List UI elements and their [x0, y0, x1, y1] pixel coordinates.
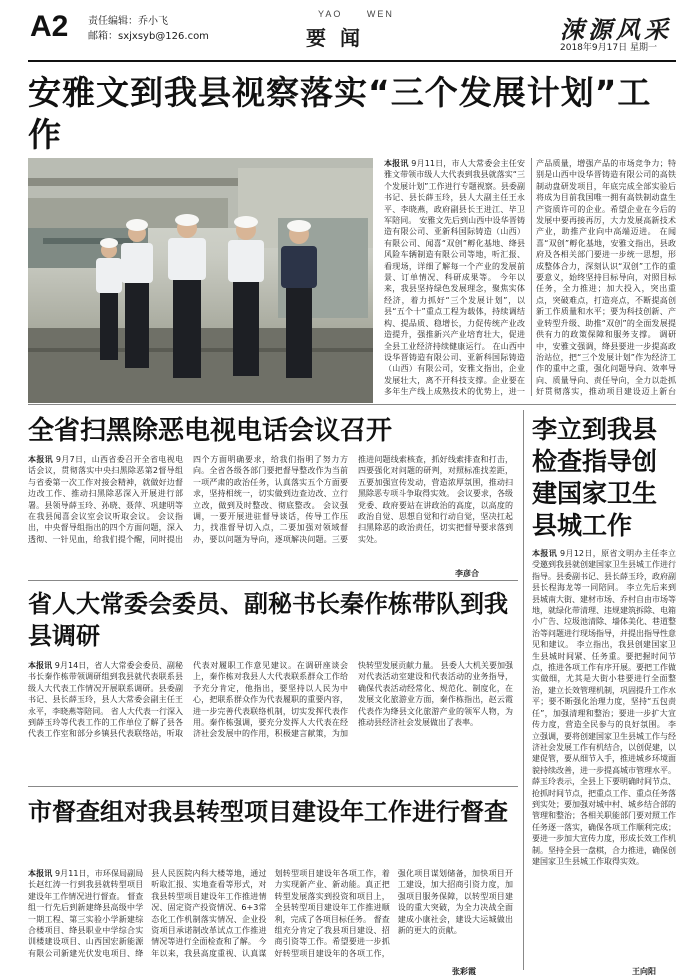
section-rule-2: [28, 580, 518, 581]
section-pinyin-2: WEN: [366, 9, 394, 19]
editor-info: [88, 14, 209, 44]
editor-name: 责任编辑：乔小飞: [88, 16, 168, 27]
article3-text: 9月14日，省人大常委会委员、副秘书长秦作栋带领调研组到我县就代表联系县级人大代表工作情况开展联系调研。县委副书记、县长薛玉玲，县人大常委会副主任王永平，李晓燕等陪同。 省人大代表一行深入到薛玉玲等代表工作的工作单位了解了县各代表工作室和部分乡镇县代表联络站，听取代表对履职工作意见建议。在调研座谈会上，秦作栋对我县人大代表联系群众工作给予充分肯定，他指出，要坚持以人民为中心，把联系群众作为代表履职的重要内容，进一步完善代表联络机制，切实发挥代表作用。秦作栋强调，要充分发挥人大代表在经济社会发展中的作用，积极建言献策，为加快转型发展贡献力量。 县委人大机关要加强对代表活动室建设和代表活动的业务指导，确保代表活动经常化、规范化、制度化，在发展文化旅游业方面，秦作栋指出，赵云霞代表作为绛县文化旅游产业的领军人物，为推动县经济社会发展做出了表率。: [28, 661, 513, 739]
article3-byline: 本报讯: [28, 661, 53, 670]
article4-body: [28, 868, 513, 968]
section-pinyin: [308, 9, 404, 19]
factory-visit-illustration: [28, 158, 373, 403]
article5-author: 王向阳: [632, 967, 656, 976]
article2-headline: 全省扫黑除恶电视电话会议召开: [28, 416, 393, 446]
article5-byline: 本报讯: [532, 549, 558, 558]
header-rule: [28, 60, 676, 62]
article4-byline: 本报讯: [28, 869, 53, 878]
right-column-divider: [523, 410, 524, 970]
article1-body-col2: [536, 158, 676, 396]
article1-body-continued: 产品质量，增强产品的市场竞争力；特别是山西中设华晋铸造有限公司的高铁制动盘研发项目，年底完成全部实验后将成为目前我国唯一拥有高铁制动盘生产资质许可的企业。希望企业在今后的发展中要再接再厉，大力发展高新技术产业，助推产业向中高端迈进。 在闻喜“双创”孵化基地，安雅文指出，县政府及各相关部门要进一步统一思想，形成整体合力，深刻认识“双创”工作的重要意义，始终坚持目标导向，对照目标任务，全力推进；加大投入，突出重点，突破难点，打造亮点，不断提高创新工作质量和水平；要为科技创新、产业转型升级、助推“双创”的全面发展提供有力的政策保障和服务支撑。 调研中，安雅文强调，绛县要进一步提高政治站位，把“三个发展计划”作为经济工作的重中之重，强化问题导向、效率导向、质量导向、责任导向，全力以赴抓好贯彻落实，推动项目建设迈上新台: [536, 159, 676, 396]
issue-date: 2018年9月17日 星期一: [560, 43, 657, 53]
article2-author: 李彦合: [455, 569, 479, 578]
article1-headline: 安雅文到我县视察落实“三个发展计划”工作: [28, 73, 652, 154]
section-rule-1: [28, 404, 676, 405]
article4-headline: 市督查组对我县转型项目建设年工作进行督查: [28, 798, 508, 826]
article5-text: 9月12日，原省文明办主任李立受邀到我县就创建国家卫生县城工作进行指导。县委副书记、县长薛玉玲，政府副县长程海龙等一同陪同。 李立先后来到县城南大街、建材市场、乔村自由市场等地，就绿化带清理、违规建筑拆除、电箱小广告、垃圾池清除、墙体美化、巷道整治等问题进行现场指导，并提出指导性意见和建议。 李立指出，我县创建国家卫生县城时间紧、任务重。要把握时间节点，推进各项工作有序开展。要把工作做实做细，尤其是大街小巷要进行全面整治，建立长效管理机制，巩固提升工作水平；要不断强化治理力度，坚持“五包责任”，加强清理和整治；要进一步扩大宣传力度，营造全民参与的良好氛围。 李立强调，要将创建国家卫生县城工作与经济社会发展工作有机结合，以创促建，以建促管，要从细节入手，推进城乡环境面貌持续改善，进一步提高城市管理水平。 薛玉玲表示，全县上下要明确时间节点、抢抓时间节点，把重点工作、重点任务落到实处；要加强对城中村、城乡结合部的管理和整治；各相关职能部门要对照工作任务逐一落实，确保各项工作顺利完成；要进一步加大宣传力度，形成长效工作机制。坚持全县一盘棋，合力推进，确保创建国家卫生县城工作取得实效。: [532, 549, 676, 866]
section-name: 要闻: [306, 26, 374, 50]
article4-author: 张彩霞: [452, 967, 476, 976]
article3-body: [28, 660, 513, 780]
column-divider: [531, 158, 532, 396]
article4-text: 9月11日，市环保局副局长赵红涛一行到我县就转型项目建设年工作情况进行督查。 督查组一行先后到新建绛县高级中学一期工程、第三实验小学新建综合楼项目、绛县职业中学综合实训楼建设项目、山西国宏新能源有限公司新建光伏发电项目、绛县人民医院内科大楼等地，通过听取汇报、实地查看等形式，对我县转型项目建设年工作推进情况、固定资产投资情况、6+3常态化工作机制落实情况、企业投资项目承诺制改革试点工作推进情况等进行全面检查和了解。 今年以来，我县高度重视、认真谋划转型项目建设年各项工作，着力实现新产业、新动能。真正把转型发展落实到投资和项目上，全县转型项目建设年工作推进顺利，完成了各项目标任务。 督查组充分肯定了我县项目建设、招商引资等工作。希望要进一步抓好转型项目建设年的各项工作，强化项目谋划储备，加快项目开工建设，加大招商引资力度，加强项目服务保障，以转型项目建设的重大突破，为全力决战全面建成小康社会，建设大运城做出新的更大的贡献。: [28, 869, 513, 958]
page-header: [0, 0, 700, 62]
article2-byline: 本报讯: [28, 455, 53, 464]
page-number: A2: [30, 10, 69, 43]
article1-byline: 本报讯: [384, 159, 409, 168]
article2-text: 9月7日，山西省委召开全省电视电话会议，贯彻落实中央扫黑除恶第2督导组与省委第一次工作对接会精神，就做好边督边改工作、推动扫黑除恶深入开展进行部署。县领导薛玉玲、孙晓、聂萍、巩建明等在我县闻喜会议室会议听取会议。 会议指出，中央督导组指出的四个方面问题，深入透彻、一针见血，给我们提个醒，同时提出四个方面明确要求，给我们指明了努力方向。全省各级各部门要把督导整改作为当前一项严肃的政治任务，认真落实五个方面要求，坚持相统一，切实做到边查边改、立行立改，做到及时整改、彻底整改。 会议强调，一要开展进驻督导谈话，传导工作压力，找准督导切入点，二要加强对领域督办，要以问题为导向，逐项解决问题。三要推进问题线索核查，抓好线索排查和打击，四要强化对问题的研判，对照标准找差距，五要加强宣传发动，营造浓厚氛围，推动扫黑除恶专项斗争取得实效。 会议要求，各级党委、政府要站在讲政治的高度，以高度的政治自觉、思想自觉和行动自觉，坚决扛起扫黑除恶的政治责任，切实把督导要求落到实处。: [28, 455, 513, 544]
article1-body-col1: [384, 158, 525, 396]
article3-headline: 省人大常委会委员、副秘书长秦作栋带队到我县调研: [28, 590, 508, 650]
article5-body: [532, 548, 676, 966]
article5-headline: 李立到我县检查指导创建国家卫生县城工作: [532, 415, 658, 540]
article1-photo: [28, 158, 373, 403]
masthead-logo: 涑源风采: [560, 15, 672, 44]
article1-body: 9月11日，市人大常委会主任安雅文带领市级人大代表到我县就落实“三个发展计划”工作进行专题视察。县委副书记、县长薛玉玲，县人大副主任王永平、李晓燕，政府副县长王进江、毕卫军陪同。 安雅文先后到山西中设华晋铸造有限公司、亚新科国际铸造（山西）有限公司、闻喜“双创”孵化基地、绛县风险车辆制造有限公司等地，听汇报、看现场，详细了解每一个产业的发展前景、订单情况、科研成果等。 今年以来，我县坚持绿色发展理念，聚焦实体经济，着力抓好“三个发展计划”，以县“五个十”重点工程为载体，持续调结构、提品质、稳增长，力促传统产业改造提升，强推新兴产业培育壮大，促进全县工业经济持续健康运行。 在山西中设华晋铸造有限公司、亚新科国际铸造（山西）有限公司，安雅文指出，企业发展壮大，离不开科技支撑。企业要在多年生产线上成熟技术的优势上，进一: [384, 159, 525, 396]
article2-body: [28, 454, 513, 574]
section-pinyin-1: YAO: [318, 9, 343, 19]
editor-email: 邮箱：sxjxsyb@126.com: [88, 31, 209, 42]
section-rule-3: [28, 786, 518, 787]
